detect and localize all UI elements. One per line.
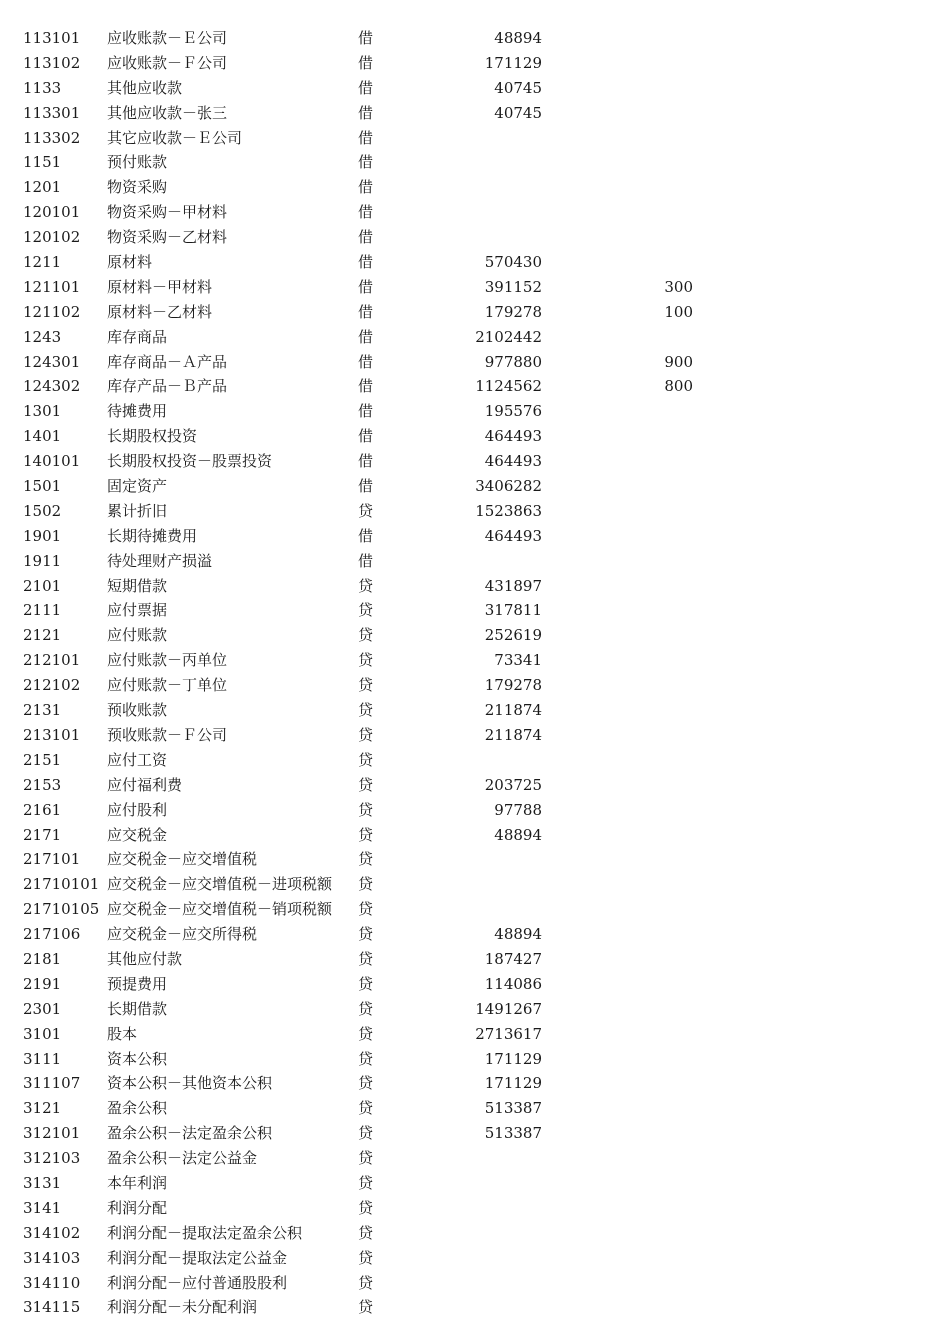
- account-name: 利润分配－未分配利润: [107, 1298, 258, 1317]
- account-name: 本年利润: [107, 1173, 168, 1192]
- balance-direction: 借: [358, 377, 374, 396]
- balance-direction: 贷: [358, 1298, 374, 1317]
- account-name: 应收账款－Ｆ公司: [107, 53, 228, 72]
- table-row: [0, 275, 950, 300]
- table-row: [0, 399, 950, 424]
- table-row: [0, 499, 950, 524]
- account-code: 1211: [23, 253, 62, 272]
- balance-amount: 977880: [484, 352, 542, 371]
- balance-direction: 借: [358, 228, 374, 247]
- account-code: 2161: [23, 800, 62, 819]
- balance-direction: 借: [358, 477, 374, 496]
- account-code: 124301: [23, 352, 81, 371]
- account-code: 312103: [23, 1149, 81, 1168]
- table-row: [0, 1121, 950, 1146]
- table-row: [0, 798, 950, 823]
- account-name: 累计折旧: [107, 501, 168, 520]
- table-row: [0, 897, 950, 922]
- quantity: 900: [664, 352, 693, 371]
- balance-direction: 贷: [358, 1099, 374, 1118]
- account-code: 3121: [23, 1099, 62, 1118]
- balance-direction: 借: [358, 302, 374, 321]
- balance-direction: 贷: [358, 900, 374, 919]
- table-row: [0, 648, 950, 673]
- account-code: 140101: [23, 452, 81, 471]
- balance-direction: 贷: [358, 725, 374, 744]
- account-name: 应交税金－应交所得税: [107, 925, 258, 944]
- balance-amount: 187427: [484, 949, 542, 968]
- table-row: [0, 225, 950, 250]
- account-name: 利润分配: [107, 1198, 168, 1217]
- account-code: 3101: [23, 1024, 62, 1043]
- balance-direction: 贷: [358, 576, 374, 595]
- table-row: [0, 76, 950, 101]
- table-row: [0, 126, 950, 151]
- table-row: [0, 1221, 950, 1246]
- balance-amount: 211874: [484, 701, 542, 720]
- balance-direction: 借: [358, 427, 374, 446]
- account-code: 1151: [23, 153, 62, 172]
- balance-direction: 贷: [358, 1024, 374, 1043]
- account-name: 应付票据: [107, 601, 168, 620]
- balance-direction: 借: [358, 78, 374, 97]
- balance-amount: 464493: [484, 427, 542, 446]
- account-code: 2101: [23, 576, 62, 595]
- table-row: [0, 623, 950, 648]
- account-code: 3131: [23, 1173, 62, 1192]
- quantity: 300: [664, 277, 693, 296]
- balance-direction: 贷: [358, 999, 374, 1018]
- account-code: 1133: [23, 78, 62, 97]
- account-code: 212101: [23, 651, 81, 670]
- quantity: 800: [664, 377, 693, 396]
- balance-direction: 贷: [358, 1248, 374, 1267]
- balance-direction: 贷: [358, 651, 374, 670]
- table-row: [0, 723, 950, 748]
- balance-amount: 1491267: [475, 999, 542, 1018]
- account-code: 1911: [23, 551, 62, 570]
- account-name: 应付账款: [107, 626, 168, 645]
- account-name: 固定资产: [107, 477, 168, 496]
- account-name: 资本公积: [107, 1049, 168, 1068]
- account-code: 1901: [23, 526, 62, 545]
- table-row: [0, 1171, 950, 1196]
- balance-amount: 48894: [494, 825, 542, 844]
- balance-amount: 3406282: [475, 477, 542, 496]
- account-code: 2111: [23, 601, 62, 620]
- balance-amount: 171129: [484, 1074, 542, 1093]
- account-name: 应交税金－应交增值税－销项税额: [107, 900, 333, 919]
- account-name: 应付账款－丙单位: [107, 651, 228, 670]
- account-code: 2301: [23, 999, 62, 1018]
- balance-amount: 203725: [484, 775, 542, 794]
- table-row: [0, 698, 950, 723]
- table-row: [0, 474, 950, 499]
- table-row: [0, 1096, 950, 1121]
- balance-amount: 513387: [484, 1099, 542, 1118]
- table-row: [0, 1146, 950, 1171]
- account-name: 其他应收款－张三: [107, 103, 228, 122]
- account-code: 1243: [23, 327, 62, 346]
- account-code: 1301: [23, 402, 62, 421]
- balance-amount: 1523863: [475, 501, 542, 520]
- account-name: 待处理财产损溢: [107, 551, 213, 570]
- account-name: 物资采购: [107, 178, 168, 197]
- table-row: [0, 1196, 950, 1221]
- account-name: 预收账款: [107, 701, 168, 720]
- balance-amount: 97788: [494, 800, 542, 819]
- account-name: 预提费用: [107, 974, 168, 993]
- table-row: [0, 922, 950, 947]
- table-row: [0, 1246, 950, 1271]
- account-code: 314110: [23, 1273, 81, 1292]
- balance-amount: 513387: [484, 1124, 542, 1143]
- account-code: 21710105: [23, 900, 100, 919]
- table-row: [0, 200, 950, 225]
- account-name: 预收账款－Ｆ公司: [107, 725, 228, 744]
- account-code: 3141: [23, 1198, 62, 1217]
- account-code: 314115: [23, 1298, 81, 1317]
- table-row: [0, 51, 950, 76]
- balance-direction: 借: [358, 277, 374, 296]
- account-code: 120101: [23, 203, 81, 222]
- account-name: 其他应付款: [107, 949, 183, 968]
- account-code: 213101: [23, 725, 81, 744]
- balance-amount: 40745: [494, 78, 542, 97]
- table-row: [0, 1271, 950, 1296]
- account-name: 盈余公积－法定公益金: [107, 1149, 258, 1168]
- account-name: 股本: [107, 1024, 138, 1043]
- balance-direction: 贷: [358, 775, 374, 794]
- table-row: [0, 748, 950, 773]
- balance-amount: 40745: [494, 103, 542, 122]
- balance-amount: 211874: [484, 725, 542, 744]
- account-name: 原材料－乙材料: [107, 302, 213, 321]
- table-row: [0, 250, 950, 275]
- balance-direction: 贷: [358, 875, 374, 894]
- account-code: 120102: [23, 228, 81, 247]
- account-code: 1201: [23, 178, 62, 197]
- table-row: [0, 175, 950, 200]
- balance-direction: 贷: [358, 800, 374, 819]
- table-row: [0, 1295, 950, 1320]
- account-code: 1502: [23, 501, 62, 520]
- balance-direction: 借: [358, 551, 374, 570]
- balance-amount: 570430: [484, 253, 542, 272]
- balance-direction: 借: [358, 402, 374, 421]
- balance-amount: 391152: [484, 277, 542, 296]
- table-row: [0, 549, 950, 574]
- table-row: [0, 1022, 950, 1047]
- account-code: 2131: [23, 701, 62, 720]
- balance-amount: 73341: [494, 651, 542, 670]
- account-name: 库存产品－Ｂ产品: [107, 377, 228, 396]
- account-name: 应付工资: [107, 750, 168, 769]
- table-row: [0, 524, 950, 549]
- account-code: 121102: [23, 302, 81, 321]
- account-name: 盈余公积: [107, 1099, 168, 1118]
- account-code: 121101: [23, 277, 81, 296]
- balance-amount: 464493: [484, 526, 542, 545]
- account-code: 113301: [23, 103, 81, 122]
- table-row: [0, 350, 950, 375]
- account-code: 21710101: [23, 875, 100, 894]
- balance-direction: 贷: [358, 1074, 374, 1093]
- balance-amount: 464493: [484, 452, 542, 471]
- table-row: [0, 598, 950, 623]
- account-name: 短期借款: [107, 576, 168, 595]
- balance-direction: 借: [358, 526, 374, 545]
- balance-direction: 借: [358, 103, 374, 122]
- balance-amount: 252619: [484, 626, 542, 645]
- account-name: 资本公积－其他资本公积: [107, 1074, 273, 1093]
- balance-direction: 贷: [358, 850, 374, 869]
- table-row: [0, 449, 950, 474]
- account-code: 113302: [23, 128, 81, 147]
- account-code: 2121: [23, 626, 62, 645]
- table-row: [0, 823, 950, 848]
- account-code: 314102: [23, 1223, 81, 1242]
- table-row: [0, 26, 950, 51]
- table-row: [0, 300, 950, 325]
- account-code: 2191: [23, 974, 62, 993]
- account-code: 2181: [23, 949, 62, 968]
- account-code: 113101: [23, 29, 81, 47]
- account-name: 应付股利: [107, 800, 168, 819]
- account-code: 312101: [23, 1124, 81, 1143]
- account-name: 长期股权投资: [107, 427, 198, 446]
- account-code: 212102: [23, 676, 81, 695]
- balance-direction: 贷: [358, 974, 374, 993]
- balance-amount: 1124562: [475, 377, 542, 396]
- table-row: [0, 374, 950, 399]
- table-row: [0, 997, 950, 1022]
- account-name: 应交税金: [107, 825, 168, 844]
- balance-direction: 贷: [358, 949, 374, 968]
- balance-direction: 贷: [358, 1173, 374, 1192]
- account-name: 其他应收款: [107, 78, 183, 97]
- account-name: 应付账款－丁单位: [107, 676, 228, 695]
- balance-direction: 贷: [358, 1198, 374, 1217]
- account-name: 盈余公积－法定盈余公积: [107, 1124, 273, 1143]
- account-code: 1401: [23, 427, 62, 446]
- balance-amount: 179278: [484, 676, 542, 695]
- account-name: 长期待摊费用: [107, 526, 198, 545]
- account-name: 物资采购－甲材料: [107, 203, 228, 222]
- account-name: 原材料: [107, 253, 153, 272]
- balance-direction: 贷: [358, 1223, 374, 1242]
- balance-direction: 借: [358, 203, 374, 222]
- balance-direction: 借: [358, 153, 374, 172]
- account-code: 124302: [23, 377, 81, 396]
- balance-direction: 贷: [358, 1124, 374, 1143]
- balance-direction: 贷: [358, 925, 374, 944]
- balance-direction: 贷: [358, 501, 374, 520]
- table-row: [0, 101, 950, 126]
- balance-direction: 贷: [358, 601, 374, 620]
- table-row: [0, 574, 950, 599]
- account-name: 物资采购－乙材料: [107, 228, 228, 247]
- account-name: 预付账款: [107, 153, 168, 172]
- balance-direction: 贷: [358, 825, 374, 844]
- balance-direction: 借: [358, 352, 374, 371]
- balance-direction: 借: [358, 452, 374, 471]
- table-row: [0, 773, 950, 798]
- quantity: 100: [664, 302, 693, 321]
- balance-amount: 114086: [484, 974, 542, 993]
- balance-amount: 171129: [484, 1049, 542, 1068]
- balance-direction: 贷: [358, 626, 374, 645]
- table-row: [0, 424, 950, 449]
- table-row: [0, 1047, 950, 1072]
- account-name: 利润分配－提取法定盈余公积: [107, 1223, 303, 1242]
- balance-amount: 171129: [484, 53, 542, 72]
- table-row: [0, 972, 950, 997]
- account-name: 长期借款: [107, 999, 168, 1018]
- account-name: 利润分配－提取法定公益金: [107, 1248, 288, 1267]
- account-name: 应付福利费: [107, 775, 183, 794]
- balance-amount: 2713617: [475, 1024, 542, 1043]
- account-name: 原材料－甲材料: [107, 277, 213, 296]
- balance-direction: 借: [358, 29, 374, 47]
- account-name: 应交税金－应交增值税: [107, 850, 258, 869]
- account-code: 2153: [23, 775, 62, 794]
- table-row: [0, 847, 950, 872]
- account-name: 利润分配－应付普通股股利: [107, 1273, 288, 1292]
- table-row: [0, 673, 950, 698]
- account-name: 长期股权投资－股票投资: [107, 452, 273, 471]
- account-code: 217101: [23, 850, 81, 869]
- account-code: 1501: [23, 477, 62, 496]
- account-code: 3111: [23, 1049, 62, 1068]
- account-name: 库存商品－Ａ产品: [107, 352, 228, 371]
- account-code: 2171: [23, 825, 62, 844]
- balance-direction: 借: [358, 327, 374, 346]
- account-name: 待摊费用: [107, 402, 168, 421]
- account-name: 库存商品: [107, 327, 168, 346]
- balance-direction: 贷: [358, 750, 374, 769]
- table-row: [0, 872, 950, 897]
- balance-amount: 431897: [484, 576, 542, 595]
- balance-amount: 48894: [494, 925, 542, 944]
- balance-direction: 贷: [358, 1273, 374, 1292]
- account-code: 314103: [23, 1248, 81, 1267]
- account-code: 2151: [23, 750, 62, 769]
- table-row: [0, 1071, 950, 1096]
- balance-amount: 2102442: [475, 327, 542, 346]
- balance-direction: 贷: [358, 701, 374, 720]
- balance-direction: 借: [358, 178, 374, 197]
- balance-direction: 借: [358, 128, 374, 147]
- account-code: 311107: [23, 1074, 81, 1093]
- balance-amount: 48894: [494, 29, 542, 47]
- table-row: [0, 150, 950, 175]
- account-code: 113102: [23, 53, 81, 72]
- balance-direction: 借: [358, 253, 374, 272]
- balance-amount: 195576: [484, 402, 542, 421]
- balance-direction: 贷: [358, 1149, 374, 1168]
- balance-direction: 借: [358, 53, 374, 72]
- account-name: 应收账款－Ｅ公司: [107, 29, 228, 47]
- table-row: [0, 325, 950, 350]
- balance-direction: 贷: [358, 676, 374, 695]
- balance-direction: 贷: [358, 1049, 374, 1068]
- account-name: 其它应收款－Ｅ公司: [107, 128, 243, 147]
- table-row: [0, 947, 950, 972]
- account-name: 应交税金－应交增值税－进项税额: [107, 875, 333, 894]
- balance-amount: 317811: [484, 601, 542, 620]
- balance-amount: 179278: [484, 302, 542, 321]
- account-code: 217106: [23, 925, 81, 944]
